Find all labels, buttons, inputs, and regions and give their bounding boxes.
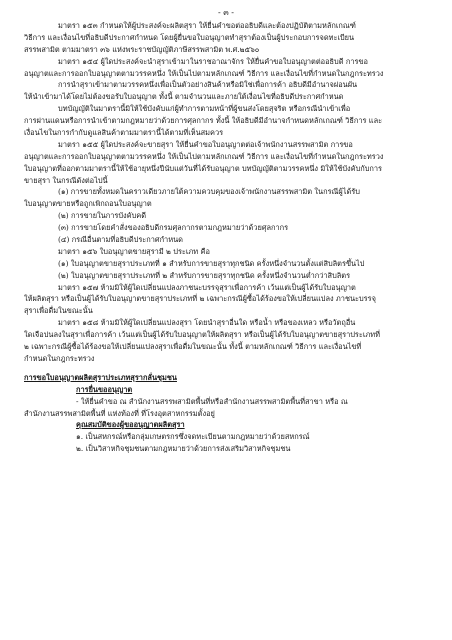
text-line: (๔) กรณีอื่นตามที่อธิบดีประกาศกำหนด	[58, 235, 183, 245]
text-line: ๒ เฉพาะกรณีผู้ซื้อได้ร้องขอให้เปลี่ยนแปลงสุราเพื่อดื่มในขณะนั้น ทั้งนี้ ตามหลักเกณฑ์ วิธีการ และเงื่อนไขที่	[24, 342, 362, 352]
text-line: สรรพสามิต ตามมาตรา ๓๖ แห่งพระราชบัญญัติภาษีสรรพสามิต พ.ศ.๒๕๖๐	[24, 44, 260, 54]
text-line: - ให้ยื่นคำขอ ณ สำนักงานสรรพสามิตพื้นที่หรือสำนักงานสรรพสามิตพื้นที่สาขา หรือ ณ	[76, 396, 348, 406]
text-line: ขายสุรา ในกรณีดังต่อไปนี้	[24, 175, 108, 185]
section-heading: การยื่นขออนุญาต	[76, 384, 133, 394]
text-line: (๑) การขายทั้งหมดในคราวเดียวภายใต้ความควบคุมของเจ้าพนักงานสรรพสามิต ในกรณีผู้ได้รับ	[58, 187, 360, 197]
section-heading: คุณสมบัติของผู้ขออนุญาตผลิตสุรา	[76, 420, 185, 430]
text-line: สำนักงานสรรพสามิตพื้นที่ แห่งท้องที่ ที่โรงอุตสาหกรรมตั้งอยู่	[24, 408, 215, 418]
text-line: อนุญาตและการออกใบอนุญาตตามวรรคหนึ่ง ให้เป็นไปตามหลักเกณฑ์ วิธีการ และเงื่อนไขที่กำหนดในกฎกระทรวง	[24, 151, 384, 161]
text-line: วิธีการ และเงื่อนไขที่อธิบดีประกาศกำหนด โดยผู้ยื่นขอใบอนุญาตทำสุราต้องเป็นผู้ประกอบการจดทะเบียน	[24, 32, 355, 42]
document-body	[24, 20, 428, 455]
text-line: กำหนดในกฎกระทรวง	[24, 353, 95, 363]
text-line: (๑) ใบอนุญาตขายสุราประเภทที่ ๑ สำหรับการขายสุราทุกชนิด ครั้งหนึ่งจำนวนตั้งแต่สิบลิตรขึ้นไป	[58, 258, 365, 268]
text-line: (๓) การขายโดยคำสั่งของอธิบดีกรมศุลกากรตามกฎหมายว่าด้วยศุลกากร	[58, 223, 289, 233]
text-line: มาตรา ๑๕๖ ใบอนุญาตขายสุรามี ๒ ประเภท คือ	[58, 246, 210, 256]
text-line: ๑. เป็นสหกรณ์หรือกลุ่มเกษตรกรซึ่งจดทะเบียนตามกฎหมายว่าด้วยสหกรณ์	[76, 432, 310, 442]
text-line: (๒) การขายในการบังคับคดี	[58, 211, 147, 221]
text-line: สุราเพื่อดื่มในขณะนั้น	[24, 306, 93, 316]
text-line: ใบอนุญาตขายหรือถูกเพิกถอนใบอนุญาต	[24, 199, 152, 209]
text-line: (๒) ใบอนุญาตขายสุราประเภทที่ ๒ สำหรับการขายสุราทุกชนิด ครั้งหนึ่งจำนวนต่ำกว่าสิบลิตร	[58, 270, 351, 280]
text-line: ให้ผลิตสุรา หรือเป็นผู้ได้รับใบอนุญาตขายสุราประเภทที่ ๒ เฉพาะกรณีผู้ซื้อได้ร้องขอให้เปลี่ยนแปลง ภาชนะบรรจุ	[24, 294, 376, 304]
text-line: ให้นำเข้ามาได้โดยไม่ต้องขอรับใบอนุญาต ทั้งนี้ ตามจำนวนและภายใต้เงื่อนไขที่อธิบดีประกาศกำหนด	[24, 92, 344, 102]
text-line: อนุญาตและการออกใบอนุญาตตามวรรคหนึ่ง ให้เป็นไปตามหลักเกณฑ์ วิธีการ และเงื่อนไขที่กำหนดในกฎกระทรวง	[24, 68, 384, 78]
page-number: - ๓ -	[218, 8, 234, 17]
text-line: ๒. เป็นวิสาหกิจชุมชนตามกฎหมายว่าด้วยการส่งเสริมวิสาหกิจชุมชน	[76, 444, 291, 454]
text-line: การผ่านแดนหรือการนำเข้าตามกฎหมายว่าด้วยการศุลกากร ทั้งนี้ ให้อธิบดีมีอำนาจกำหนดหลักเกณฑ์ วิธีการ และ	[24, 116, 383, 126]
text-line: มาตรา ๑๕๗ ห้ามมิให้ผู้ใดเปลี่ยนแปลงภาชนะบรรจุสุราเพื่อการค้า เว้นแต่เป็นผู้ได้รับใบอนุญาต	[58, 282, 356, 292]
section-spacer	[24, 365, 428, 372]
text-line: มาตรา ๑๕๔ ผู้ใดประสงค์จะนำสุราเข้ามาในราชอาณาจักร ให้ยื่นคำขอใบอนุญาตต่ออธิบดี การขอ	[58, 56, 368, 66]
text-line: เงื่อนไขในการกำกับดูแลสินค้าตามมาตรานี้ได้ตามที่เห็นสมควร	[24, 128, 224, 138]
text-line: การนำสุราเข้ามาตามวรรคหนึ่งเพื่อเป็นตัวอย่างสินค้าหรือมิใช่เพื่อการค้า อธิบดีมีอำนาจผ่อนผัน	[58, 80, 358, 90]
text-line: บทบัญญัติในมาตรานี้มิให้ใช้บังคับแก่ผู้ทำการตามหน้าที่ผู้ขนส่งโดยสุจริต หรือกรณีนำเข้าเพื่อ	[58, 104, 351, 114]
text-line: ใดเจือปนลงในสุราเพื่อการค้า เว้นแต่เป็นผู้ได้รับใบอนุญาตให้ผลิตสุรา หรือเป็นผู้ได้รับใบอนุญาตขายสุราประเภทที่	[24, 330, 381, 340]
text-line: ใบอนุญาตที่ออกตามมาตรานี้ให้ใช้อายุหนึ่งปีนับแต่วันที่ได้รับอนุญาต บทบัญญัติตามวรรคหนึ่ง มิให้ใช้บังคับกับการ	[24, 163, 383, 173]
text-line: มาตรา ๑๕๘ ห้ามมิให้ผู้ใดเปลี่ยนแปลงสุรา โดยนำสุราอื่นใด หรือน้ำ หรือของเหลว หรือวัตถุอื่น	[58, 318, 356, 328]
text-line: มาตรา ๑๕๕ ผู้ใดประสงค์จะขายสุรา ให้ยื่นคำขอใบอนุญาตต่อเจ้าพนักงานสรรพสามิต การขอ	[58, 139, 353, 149]
section-heading: การขอใบอนุญาตผลิตสุราประเภทสุรากลั่นชุมชน	[24, 372, 177, 382]
text-line: มาตรา ๑๕๓ กำหนดให้ผู้ประสงค์จะผลิตสุรา ให้ยื่นคำขอต่ออธิบดีและต้องปฏิบัติตามหลักเกณฑ์	[58, 21, 356, 30]
